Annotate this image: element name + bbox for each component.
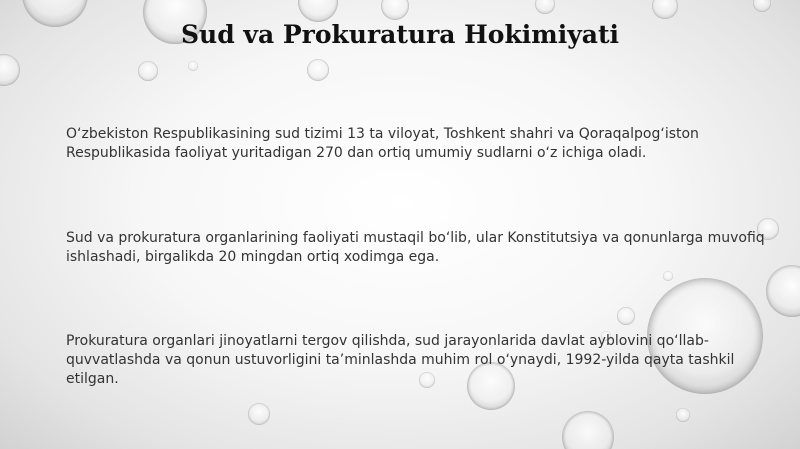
slide-title: Sud va Prokuratura Hokimiyati — [181, 20, 619, 49]
paragraph-court-system: O‘zbekiston Respublikasining sud tizimi 13 ta viloyat, Toshkent shahri va Qoraqalpog‘iston Respublikasida faoliyat yuritadigan 270 dan ortiq umumiy sudlarni o‘z ichiga oladi. — [66, 126, 699, 161]
droplet — [298, 0, 338, 22]
droplet — [766, 265, 800, 317]
droplet — [663, 271, 673, 281]
droplet — [307, 59, 329, 81]
droplet — [562, 411, 614, 449]
droplet — [381, 0, 409, 20]
droplet — [652, 0, 678, 19]
paragraph-prosecution: Prokuratura organlari jinoyatlarni tergov qilishda, sud jarayonlarida davlat ayblovini qo‘llab-quvvatlashda va qonun ustuvorligini ta’minlashda muhim rol o‘ynaydi, 1992-yilda qayta tashkil etilgan. — [66, 333, 735, 387]
droplet — [248, 403, 270, 425]
droplet — [753, 0, 771, 12]
droplet — [676, 408, 690, 422]
droplet — [188, 61, 198, 71]
droplet — [138, 61, 158, 81]
droplet — [617, 307, 635, 325]
droplet — [0, 54, 20, 86]
droplet — [535, 0, 555, 14]
paragraph-independence: Sud va prokuratura organlarining faoliyati mustaqil bo‘lib, ular Konstitutsiya va qonunlarga muvofiq ishlashadi, birgalikda 20 mingdan ortiq xodimga ega. — [66, 230, 765, 265]
